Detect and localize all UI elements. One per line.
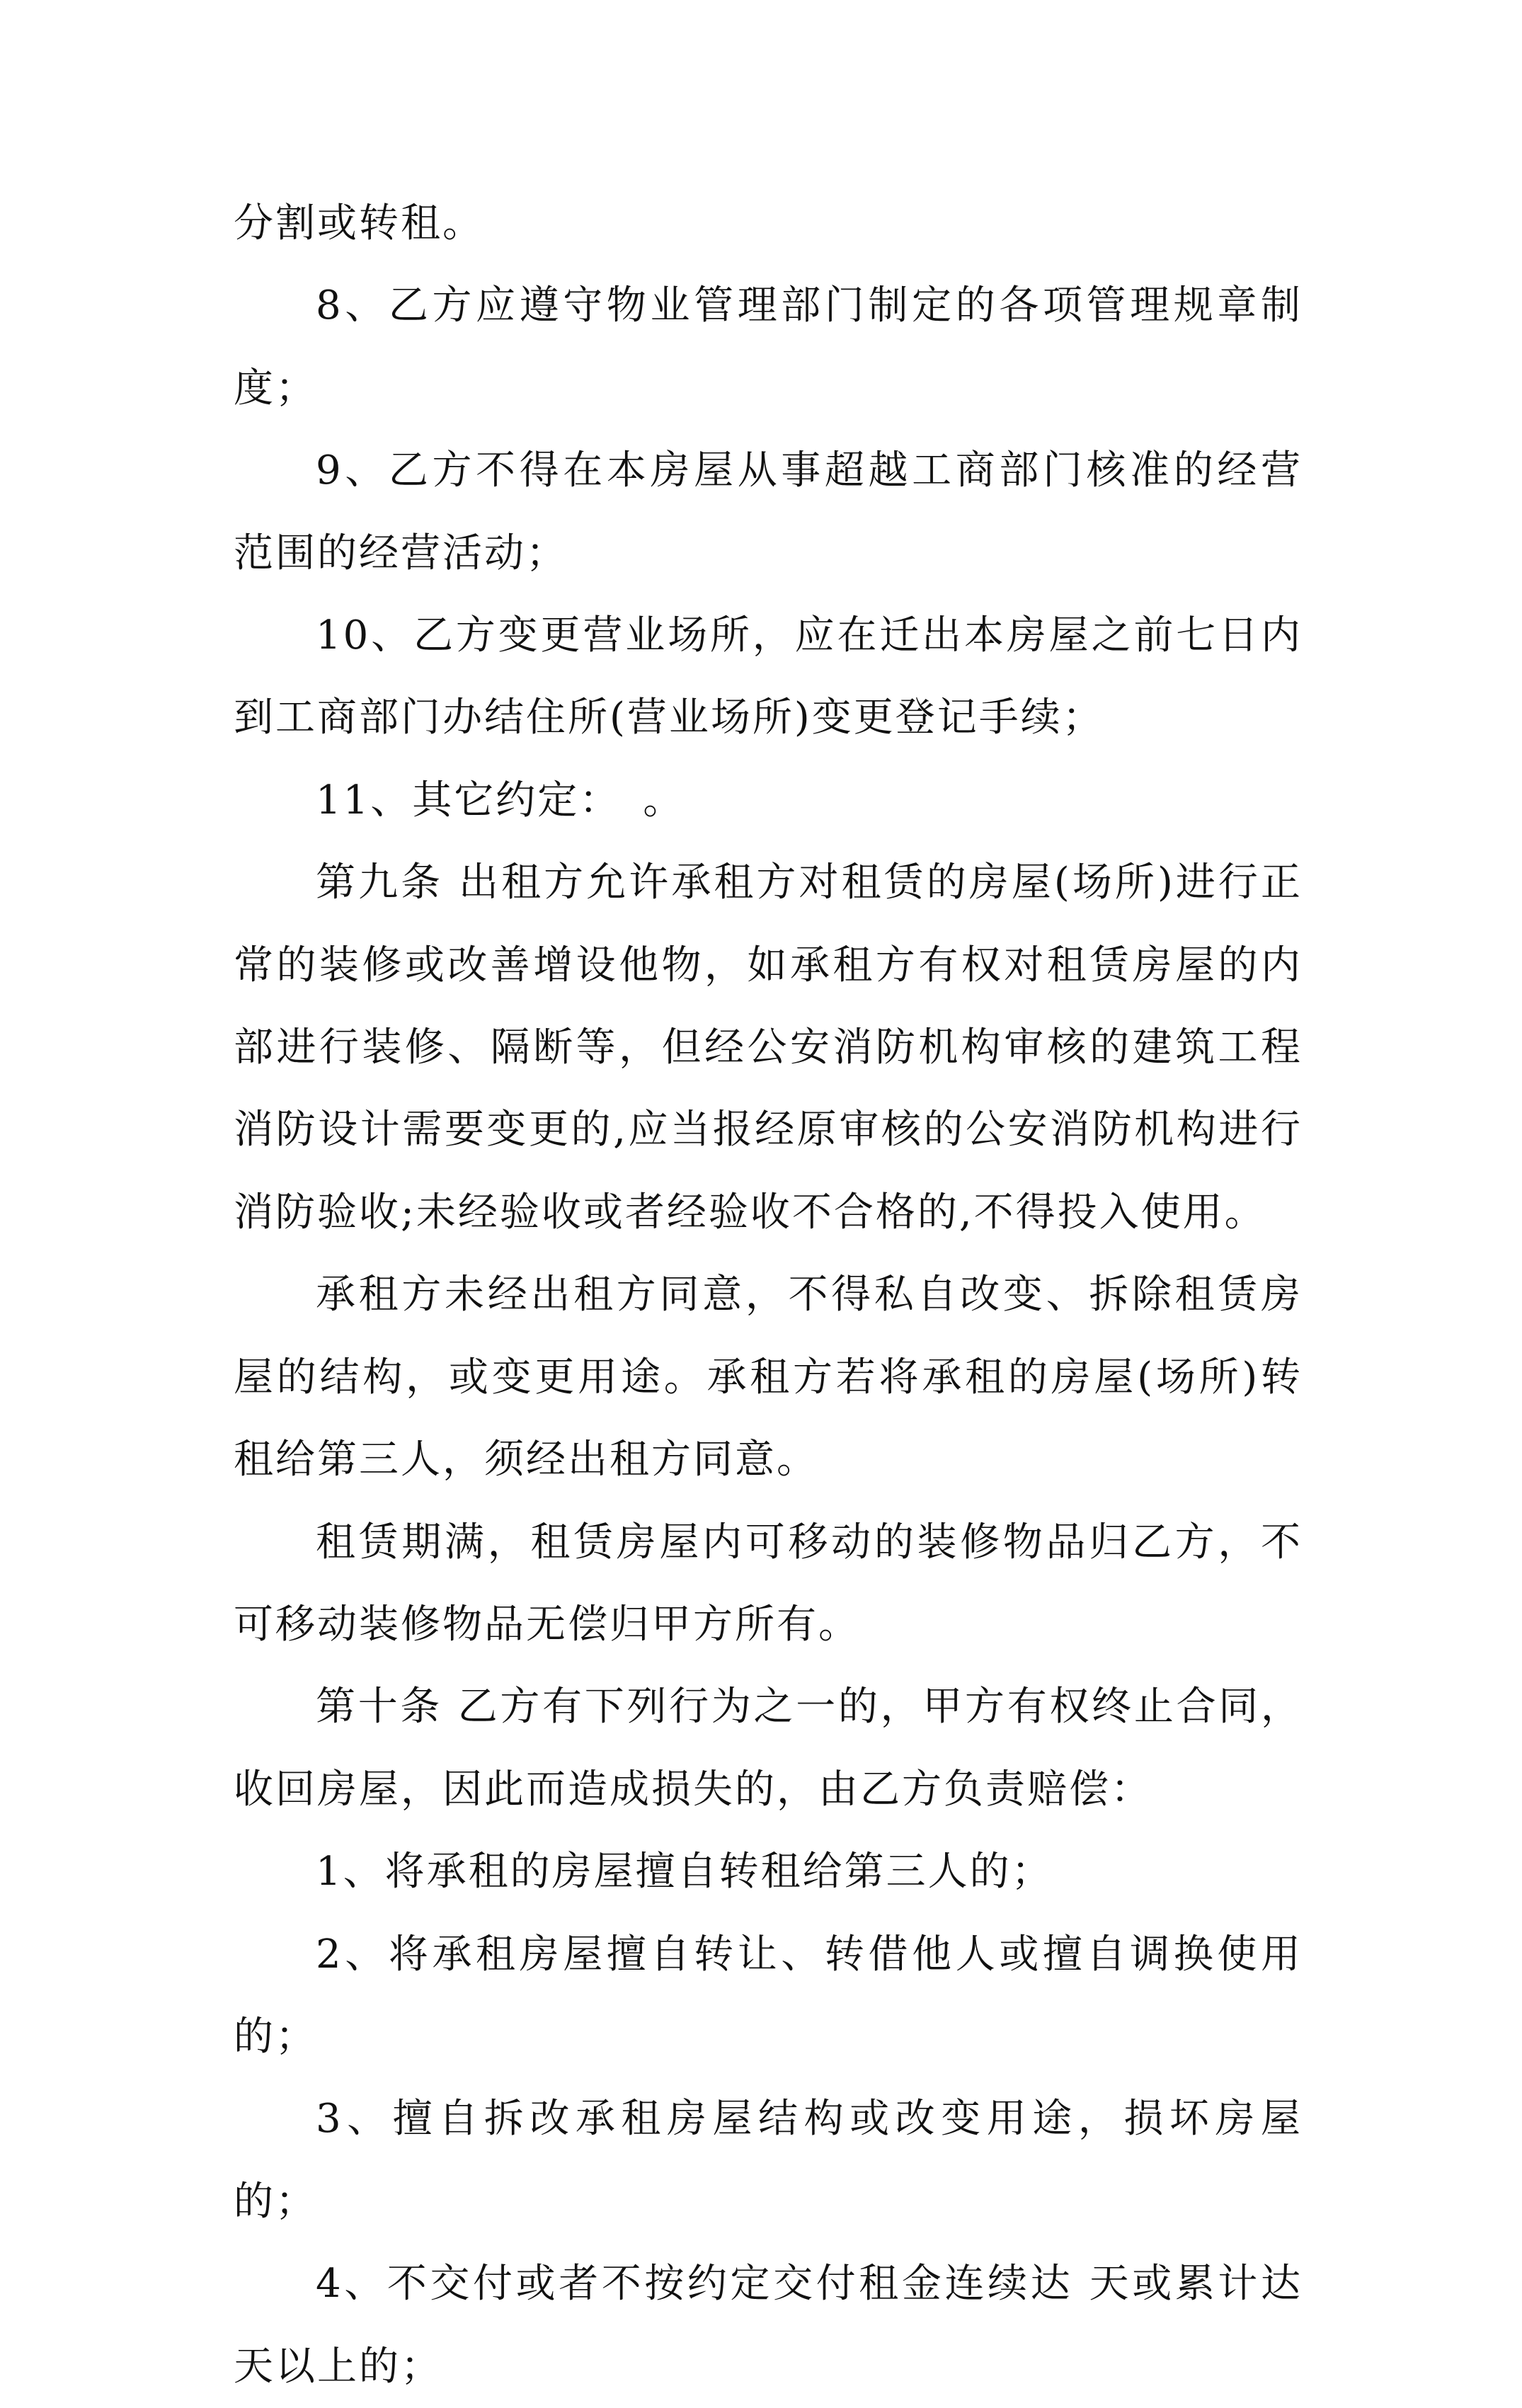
paragraph-item-8: 8、乙方应遵守物业管理部门制定的各项管理规章制度；: [234, 283, 1303, 411]
paragraph-item-10: 10、乙方变更营业场所，应在迁出本房屋之前七日内到工商部门办结住所(营业场所)变更登记手续；: [234, 612, 1303, 741]
paragraph-article-10-item-3: 3、擅自拆改承租房屋结构或改变用途，损坏房屋的；: [234, 2096, 1303, 2225]
paragraph-item-11: 11、其它约定： 。: [316, 777, 685, 823]
paragraph-article-10-item-1: 1、将承租的房屋擅自转租给第三人的；: [316, 1849, 1053, 1895]
paragraph-article-10: 第十条 乙方有下列行为之一的，甲方有权终止合同，收回房屋，因此而造成损失的，由乙方负责赔偿：: [234, 1684, 1303, 1813]
paragraph-continuation: 分割或转租。: [234, 200, 484, 246]
paragraph-article-10-item-2: 2、将承租房屋擅自转让、转借他人或擅自调换使用的；: [234, 1931, 1303, 2060]
document-page: [234, 183, 1303, 2408]
paragraph-article-9-expiry: 租赁期满，租赁房屋内可移动的装修物品归乙方，不可移动装修物品无偿归甲方所有。: [234, 1519, 1303, 1648]
paragraph-article-9-structure: 承租方未经出租方同意，不得私自改变、拆除租赁房屋的结构，或变更用途。承租方若将承租的房屋(场所)转租给第三人，须经出租方同意。: [234, 1272, 1303, 1483]
paragraph-article-10-item-4: 4、不交付或者不按约定交付租金连续达 天或累计达天以上的；: [234, 2261, 1303, 2390]
paragraph-item-9: 9、乙方不得在本房屋从事超越工商部门核准的经营范围的经营活动；: [234, 447, 1303, 576]
paragraph-article-9: 第九条 出租方允许承租方对租赁的房屋(场所)进行正常的装修或改善增设他物，如承租方有权对租赁房屋的内部进行装修、隔断等，但经公安消防机构审核的建筑工程消防设计需要变更的,应当报经原审核的公安消防机构进行消防验收;未经验收或者经验收不合格的,不得投入使用。: [234, 860, 1303, 1236]
